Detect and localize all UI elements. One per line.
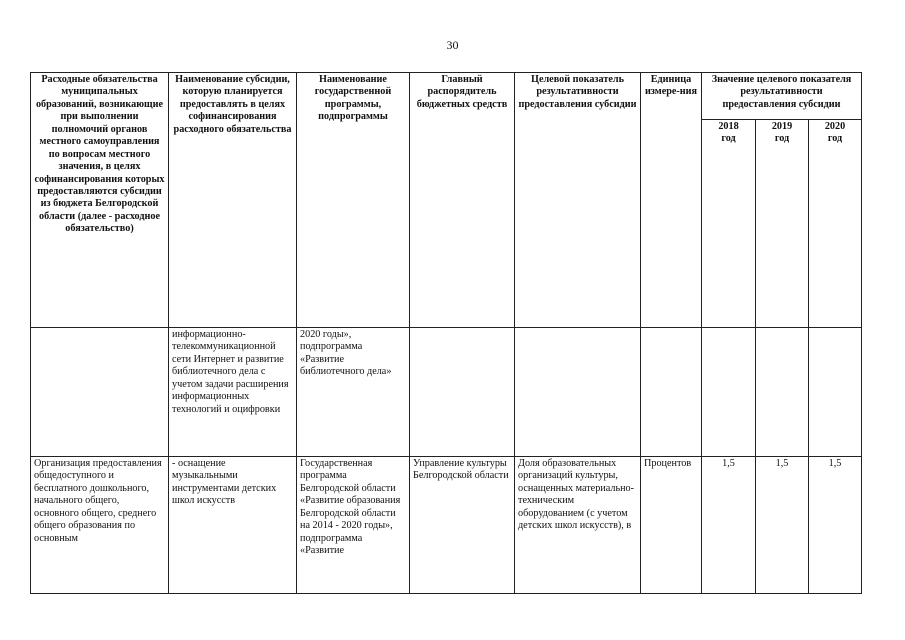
header-unit: Единица измере-ния — [641, 73, 702, 328]
cell-unit — [641, 328, 702, 457]
cell-obligation: Организация предоставления общедоступного и бесплатного дошкольного, начального общего, основного общего, среднего общего образования по основным — [31, 457, 169, 594]
cell-value-2018 — [702, 328, 756, 457]
cell-holder: Управление культуры Белгородской области — [410, 457, 515, 594]
cell-value-2018: 1,5 — [702, 457, 756, 594]
cell-value-2019: 1,5 — [756, 457, 809, 594]
table-row — [31, 328, 862, 457]
subsidy-table — [30, 72, 862, 594]
header-obligations: Расходные обязательства муниципальных образований, возникающие при выполнении полномочий органов местного самоуправления по вопросам местного значения, в целях софинансирования которых предоставляются субсидии из бюджета Белгородской области (далее - расходное обязательство) — [31, 73, 169, 328]
header-year-2020: 2020 год — [809, 120, 862, 328]
cell-program: 2020 годы», подпрограмма «Развитие библиотечного дела» — [297, 328, 410, 457]
cell-program: Государственная программа Белгородской области «Развитие образования Белгородской области на 2014 - 2020 годы», подпрограмма «Развитие — [297, 457, 410, 594]
header-subsidy-name: Наименование субсидии, которую планируется предоставлять в целях софинансирования расходного обязательства — [169, 73, 297, 328]
table-row — [31, 457, 862, 594]
cell-value-2020 — [809, 328, 862, 457]
cell-subsidy: информационно-телекоммуникационной сети Интернет и развитие библиотечного дела с учетом задачи расширения информационных технологий и оцифровки — [169, 328, 297, 457]
header-target-indicator: Целевой показатель результативности предоставления субсидии — [515, 73, 641, 328]
header-year-2019: 2019 год — [756, 120, 809, 328]
page-number: 30 — [446, 38, 459, 52]
cell-value-2020: 1,5 — [809, 457, 862, 594]
header-year-2018: 2018 год — [702, 120, 756, 328]
cell-holder — [410, 328, 515, 457]
header-row — [31, 73, 862, 120]
cell-unit: Процентов — [641, 457, 702, 594]
cell-subsidy: - оснащение музыкальными инструментами детских школ искусств — [169, 457, 297, 594]
cell-indicator — [515, 328, 641, 457]
cell-obligation — [31, 328, 169, 457]
header-budget-holder: Главный распорядитель бюджетных средств — [410, 73, 515, 328]
header-target-value: Значение целевого показателя результативности предоставления субсидии — [702, 73, 862, 120]
header-program-name: Наименование государственной программы, подпрограммы — [297, 73, 410, 328]
cell-indicator: Доля образовательных организаций культуры, оснащенных материально-техническим оборудованием (с учетом детских школ искусств), в — [515, 457, 641, 594]
cell-value-2019 — [756, 328, 809, 457]
